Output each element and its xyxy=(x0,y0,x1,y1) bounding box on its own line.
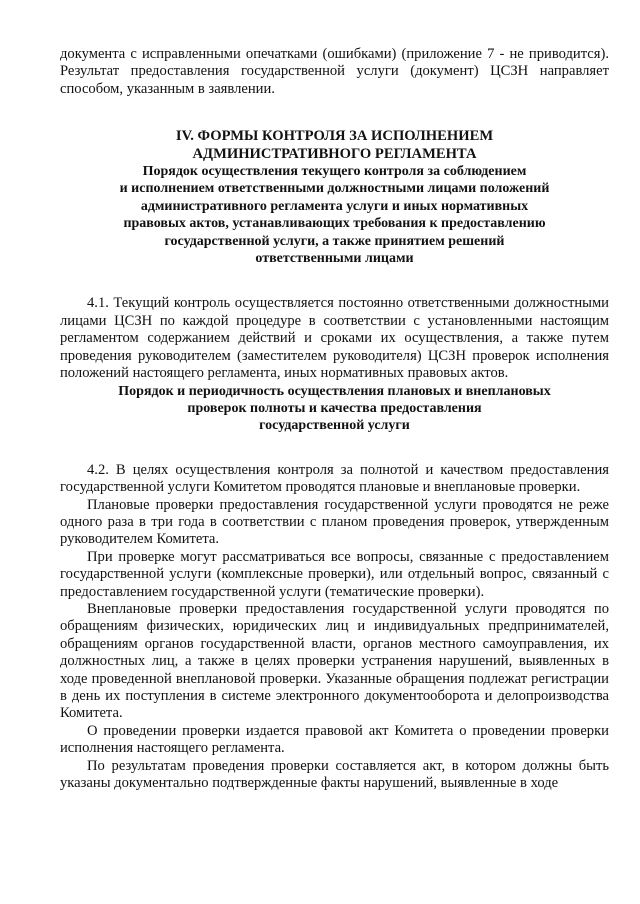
paragraph-4-2: 4.2. В целях осуществления контроля за полнотой и качеством предоставления государственной услуги Комитетом проводятся плановые и внеплановые проверки. xyxy=(60,461,609,496)
subsection-title-inspections xyxy=(60,383,609,435)
subsection-title-line: государственной услуги xyxy=(259,418,410,434)
paragraph-check-results: По результатам проведения проверки составляется акт, в котором должны быть указаны документально подтвержденные факты нарушений, выявленные в ходе xyxy=(60,757,609,792)
paragraph-planned-checks: Плановые проверки предоставления государственной услуги проводятся не реже одного раза в три года в соответствии с планом проведения проверок, утвержденным руководителем Комитета. xyxy=(60,496,609,548)
intro-paragraph: документа с исправленными опечатками (ошибками) (приложение 7 - не приводится). Результат предоставления государственной услуги (документ) ЦСЗН направляет способом, указанным в заявлении. xyxy=(60,46,609,97)
section-title-line: IV. ФОРМЫ КОНТРОЛЯ ЗА ИСПОЛНЕНИЕМ xyxy=(175,128,494,145)
subsection-title-line: Порядок и периодичность осуществления плановых и внеплановых xyxy=(118,383,551,399)
subsection-title-line: Порядок осуществления текущего контроля за соблюдением xyxy=(142,164,527,180)
paragraph-legal-act: О проведении проверки издается правовой акт Комитета о проведении проверки исполнения настоящего регламента. xyxy=(60,722,609,757)
subsection-title-line: и исполнением ответственными должностными лицами положений xyxy=(119,181,550,197)
subsection-title-line: проверок полноты и качества предоставления xyxy=(187,400,482,416)
section-title xyxy=(60,128,609,163)
paragraph-check-scope: При проверке могут рассматриваться все вопросы, связанные с предоставлением государственной услуги (комплексные проверки), или отдельный вопрос, связанный с предоставлением государственной услуги (тематические проверки). xyxy=(60,548,609,600)
subsection-title-line: государственной услуги, а также принятием решений xyxy=(164,233,505,249)
paragraph-unplanned-checks: Внеплановые проверки предоставления государственной услуги проводятся по обращениям физических, юридических лиц и индивидуальных предпринимателей, обращениям органов государственной власти, органов местного самоуправления, их должностных лиц, а также в целях проверки устранения нарушений, выявленных в ходе проведенной внеплановой проверки. Указанные обращения подлежат регистрации в день их поступления в системе электронного документооборота и делопроизводства Комитета. xyxy=(60,600,609,722)
section-title-line: АДМИНИСТРАТИВНОГО РЕГЛАМЕНТА xyxy=(192,145,477,162)
subsection-title-line: правовых актов, устанавливающих требования к предоставлению xyxy=(123,216,546,232)
document-page xyxy=(60,46,609,792)
paragraph-4-1: 4.1. Текущий контроль осуществляется постоянно ответственными должностными лицами ЦСЗН по каждой процедуре в соответствии с установленными настоящим регламентом содержанием действий и сроками их осуществления, а также путем проведения руководителем (заместителем руководителя) ЦСЗН проверок исполнения положений настоящего регламента, иных нормативных правовых актов. xyxy=(60,295,609,382)
subsection-title-line: административного регламента услуги и иных нормативных xyxy=(140,198,529,214)
subsection-title-current-control xyxy=(60,163,609,267)
subsection-title-line: ответственными лицами xyxy=(255,251,414,267)
